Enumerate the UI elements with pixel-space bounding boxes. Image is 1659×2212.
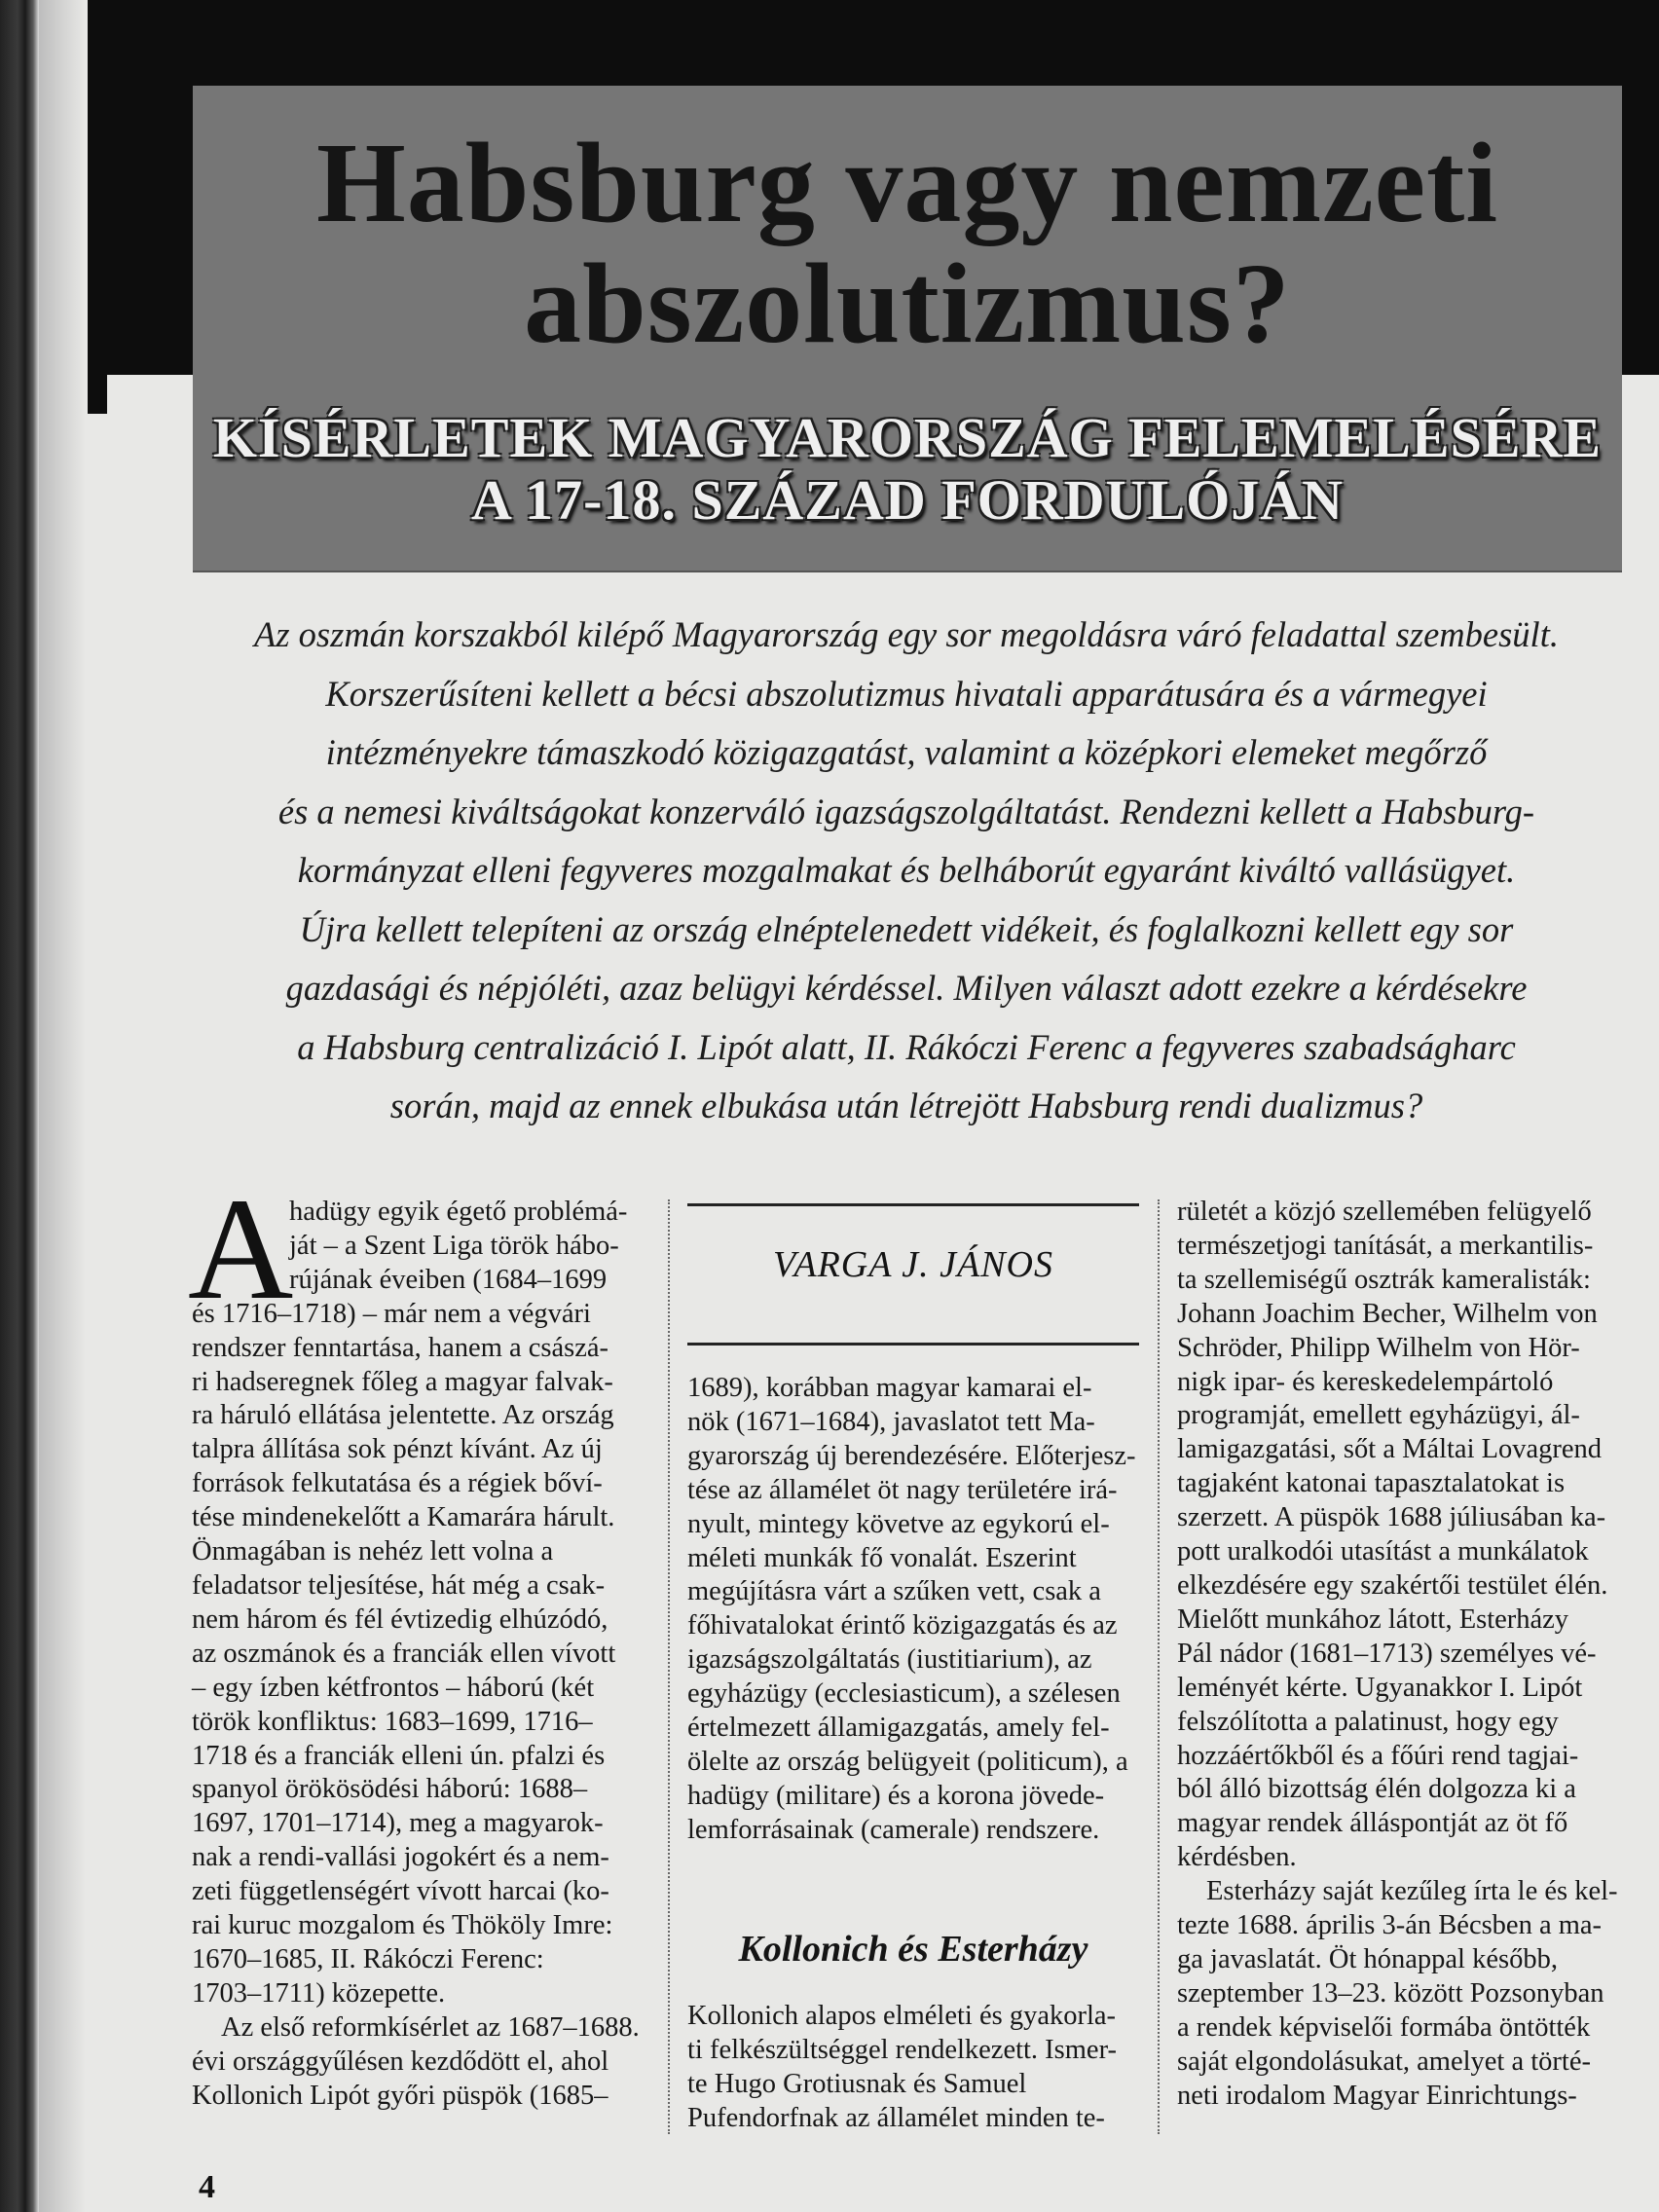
article-subtitle [193, 407, 1622, 532]
lead-line: Korszerűsíteni kellett a bécsi abszolutizmus hivatali apparátusára és a vármegyei [325, 673, 1488, 714]
column-line: felszólította a palatinust, hogy egy [1177, 1706, 1559, 1737]
column-line: rületét a közjó szellemében felügyelő [1177, 1197, 1592, 1227]
column-line: hadügy egyik égető problémá- [289, 1197, 628, 1227]
column-line: természetjogi tanítását, a merkantilis- [1177, 1230, 1594, 1261]
lead-paragraph [195, 606, 1618, 1136]
column-line: Az első reformkísérlet az 1687–1688. [221, 2011, 640, 2043]
column-line: ga javaslatát. Öt hónappal később, [1177, 1943, 1558, 1974]
column-line: lamigazgatási, sőt a Máltai Lovagrend [1177, 1434, 1603, 1465]
column-line: saját elgondolásukat, amelyet a törté- [1177, 2046, 1591, 2077]
text-column-3 [1177, 1196, 1629, 2113]
column-line: 1670–1685, II. Rákóczi Ferenc: [192, 1943, 544, 1974]
column-line: ta szellemiségű osztrák kameralisták: [1177, 1264, 1591, 1295]
column-line: rai kuruc mozgalom és Thököly Imre: [192, 1910, 613, 1941]
subtitle-line-1: KÍSÉRLETEK MAGYARORSZÁG FELEMELÉSÉRE [212, 406, 1603, 469]
column-line: szerzett. A püspök 1688 júliusában ka- [1177, 1502, 1606, 1533]
column-line: igazságszolgáltatás (iustitiarium), az [687, 1644, 1092, 1676]
column-line: szeptember 13–23. között Pozsonyban [1177, 1977, 1604, 2009]
column-line: Pál nádor (1681–1713) személyes vé- [1177, 1638, 1597, 1669]
column-divider [1158, 1199, 1160, 2134]
title-box [193, 86, 1622, 571]
column-line: hozzáértőkből és a főúri rend tagjai- [1177, 1740, 1579, 1771]
column-line: ölelte az ország belügyeit (politicum), a [687, 1746, 1128, 1777]
column-line: te Hugo Grotiusnak és Samuel [687, 2068, 1027, 2099]
column-line: Esterházy saját kezűleg írta le és kel- [1206, 1876, 1618, 1907]
column-line: tése az államélet öt nagy területére irá- [687, 1474, 1118, 1505]
column-line: talpra állítása sok pénzt kívánt. Az új [192, 1434, 603, 1465]
article-title [193, 119, 1622, 367]
column-line: ra háruló ellátása jelentette. Az ország [192, 1400, 614, 1431]
drop-cap: A [188, 1168, 294, 1330]
column-line: elkezdésére egy szakértői testület élén. [1177, 1569, 1608, 1601]
lead-line: és a nemesi kiváltságokat konzerváló igazságszolgáltatást. Rendezni kellett a Habsburg- [277, 791, 1535, 831]
column-line: zeti függetlenségért vívott harcai (ko- [192, 1876, 609, 1907]
column-line: Kollonich Lipót győri püspök (1685– [192, 2080, 608, 2111]
column-line: ból álló bizottság élén dolgozza ki a [1177, 1774, 1576, 1805]
column-line: kérdésben. [1177, 1842, 1297, 1873]
column-line: főhivatalokat érintő közigazgatás és az [687, 1610, 1118, 1641]
column-line: programját, emellett egyházügyi, ál- [1177, 1400, 1580, 1431]
column-line: nök (1671–1684), javaslatot tett Ma- [687, 1406, 1095, 1437]
author-box [687, 1203, 1139, 1346]
lead-line: kormányzat elleni fegyveres mozgalmakat és belháborút egyaránt kiváltó vallásügyet. [297, 850, 1516, 890]
column-line: nem három és fél évtizedig elhúzódó, [192, 1604, 608, 1635]
title-line-1: Habsburg vagy nemzeti [315, 119, 1499, 246]
author-name: VARGA J. JÁNOS [772, 1244, 1053, 1285]
page-shadow [39, 0, 86, 2212]
column-line: pott uralkodói utasítást a munkálatok [1177, 1536, 1589, 1567]
column-line: egyházügy (ecclesiasticum), a szélesen [687, 1678, 1121, 1710]
column-line: a rendek képviselői formába öntötték [1177, 2011, 1591, 2043]
column-line: Pufendorfnak az államélet minden te- [687, 2102, 1105, 2133]
column-line: és 1716–1718) – már nem a végvári [192, 1298, 591, 1329]
column-line: 1703–1711) közepette. [192, 1977, 446, 2009]
column-line: magyar rendek álláspontját az öt fő [1177, 1808, 1568, 1839]
lead-line: Az oszmán korszakból kilépő Magyarország egy sor megoldásra váró feladattal szembesült. [254, 614, 1559, 654]
column-line: 1689), korábban magyar kamarai el- [687, 1373, 1092, 1403]
text-column-2-continued [687, 2000, 1139, 2136]
header-black-strip [88, 0, 107, 414]
column-line: 1718 és a franciák elleni ún. pfalzi és [192, 1740, 606, 1771]
column-line: Johann Joachim Becher, Wilhelm von [1177, 1298, 1598, 1329]
column-line: méleti munkák fő vonalát. Eszerint [687, 1542, 1077, 1573]
column-line: rendszer fenntartása, hanem a császá- [192, 1332, 609, 1363]
column-line: források felkutatása és a régiek bőví- [192, 1468, 603, 1499]
column-line: megújításra várt a szűken vett, csak a [687, 1576, 1101, 1607]
column-line: tezte 1688. április 3-án Bécsben a ma- [1177, 1910, 1603, 1941]
column-line: Kollonich alapos elméleti és gyakorla- [687, 2001, 1117, 2031]
column-line: gyarország új berendezésére. Előterjesz- [687, 1440, 1136, 1471]
column-line: spanyol örökösödési háború: 1688– [192, 1774, 588, 1805]
column-line: nigk ipar- és kereskedelempártoló [1177, 1366, 1554, 1397]
text-column-2 [687, 1372, 1139, 1848]
column-divider [668, 1199, 670, 2134]
column-line: feladatsor teljesítése, hát még a csak- [192, 1569, 606, 1601]
column-line: ti felkészültséggel rendelkezett. Ismer- [687, 2034, 1117, 2065]
lead-line: a Habsburg centralizáció I. Lipót alatt, II. Rákóczi Ferenc a fegyveres szabadságharc [297, 1026, 1516, 1067]
column-line: tagjaként katonai tapasztalatokat is [1177, 1468, 1566, 1499]
column-line: tése mindenekelőtt a Kamarára hárult. [192, 1502, 615, 1533]
column-line: ri hadseregnek főleg a magyar falvak- [192, 1366, 613, 1397]
title-line-2: abszolutizmus? [524, 240, 1291, 367]
lead-line: során, majd az ennek elbukása után létrejött Habsburg rendi dualizmus? [389, 1086, 1423, 1125]
column-line: nyult, mintegy követve az egykorú el- [687, 1508, 1110, 1539]
column-line: értelmezett államigazgatás, amely fel- [687, 1713, 1110, 1744]
column-line: rújának éveiben (1684–1699 [289, 1264, 608, 1295]
column-line: lemforrásainak (camerale) rendszere. [687, 1814, 1100, 1845]
column-line: hadügy (militare) és a korona jövede- [687, 1780, 1105, 1811]
column-line: ját – a Szent Liga török hábo- [289, 1230, 619, 1261]
lead-line: Újra kellett telepíteni az ország elnéptelenedett vidékeit, és foglalkozni kellett egy sor [299, 908, 1514, 949]
column-line: Önmagában is nehéz lett volna a [192, 1536, 554, 1567]
column-line: leményét kérte. Ugyanakkor I. Lipót [1177, 1672, 1583, 1703]
column-line: Mielőtt munkához látott, Esterházy [1177, 1604, 1569, 1635]
column-line: évi országgyűlésen kezdődött el, ahol [192, 2046, 609, 2077]
column-line: az oszmánok és a franciák ellen vívott [192, 1638, 616, 1669]
column-line: 1697, 1701–1714), meg a magyarok- [192, 1808, 604, 1839]
text-column-1 [192, 1196, 649, 2113]
subtitle-line-2: A 17-18. SZÁZAD FORDULÓJÁN [470, 468, 1345, 532]
column-line: Schröder, Philipp Wilhelm von Hör- [1177, 1332, 1580, 1363]
column-line: török konfliktus: 1683–1699, 1716– [192, 1706, 593, 1737]
lead-line: gazdasági és népjóléti, azaz belügyi kérdéssel. Milyen választ adott ezekre a kérdésekre [285, 968, 1528, 1008]
section-heading: Kollonich és Esterházy [738, 1929, 1088, 1970]
lead-line: intézményekre támaszkodó közigazgatást, valamint a középkori elemeket megőrző [325, 732, 1488, 772]
page-number: 4 [199, 2169, 215, 2205]
column-line: – egy ízben kétfrontos – háború (két [192, 1672, 595, 1703]
column-line: neti irodalom Magyar Einrichtungs- [1177, 2080, 1577, 2111]
column-line: nak a rendi-vallási jogokért és a nem- [192, 1842, 609, 1873]
book-spine-edge [0, 0, 39, 2212]
